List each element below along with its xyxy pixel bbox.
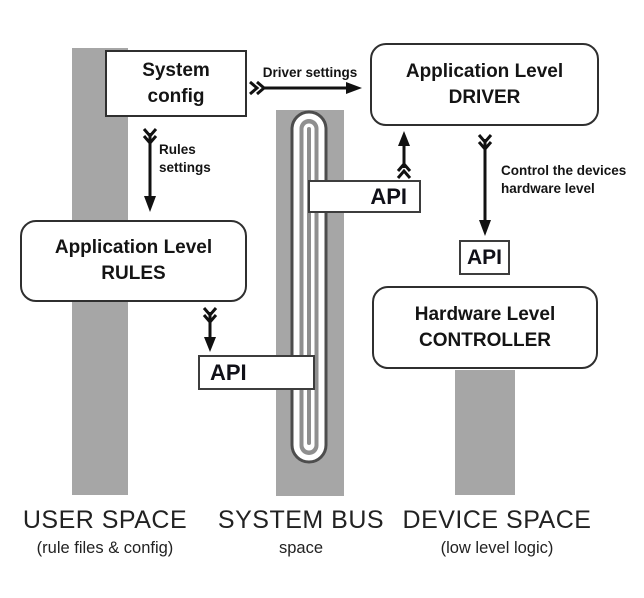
api-box-driver-controller <box>459 240 510 275</box>
device-space-bar <box>455 370 515 495</box>
device-space-label <box>402 506 592 559</box>
rules-settings-label <box>159 141 211 177</box>
driver-line2: DRIVER <box>448 86 521 108</box>
user-space-subtitle: (rule files & config) <box>36 539 174 557</box>
controller-line1: Hardware Level <box>414 303 556 325</box>
api-label: API <box>210 359 247 385</box>
system-config-line1: System <box>142 59 210 81</box>
arrow-rules-to-api <box>204 308 216 352</box>
api-box-user-bus <box>198 355 315 390</box>
arrow-driver-to-api <box>479 135 491 236</box>
arrow-api-to-driver <box>398 131 410 178</box>
system-bus-subtitle: space <box>278 539 324 557</box>
control-line2: hardware level <box>501 181 595 196</box>
control-devices-label <box>501 162 626 198</box>
system-bus-bar <box>276 110 344 496</box>
system-config-box <box>105 50 247 117</box>
driver-settings-label: Driver settings <box>262 65 358 80</box>
api-label: API <box>370 183 407 209</box>
application-level-driver-box <box>370 43 599 126</box>
system-bus-label <box>206 506 396 559</box>
application-level-rules-box <box>20 220 247 302</box>
driver-line1: Application Level <box>405 60 564 82</box>
rules-line2: RULES <box>101 263 166 284</box>
rules-settings-line1: Rules <box>159 142 196 157</box>
control-line1: Control the devices <box>501 163 627 178</box>
api-label: API <box>466 245 502 269</box>
user-space-title: USER SPACE <box>22 506 188 534</box>
device-space-subtitle: (low level logic) <box>440 539 554 557</box>
device-space-title: DEVICE SPACE <box>402 506 592 534</box>
arrow-rules-settings <box>144 129 156 212</box>
user-space-label <box>10 506 200 559</box>
rules-settings-line2: settings <box>159 160 211 175</box>
hardware-level-controller-box <box>372 286 598 369</box>
system-bus-title: SYSTEM BUS <box>217 506 385 534</box>
system-config-line2: config <box>147 85 205 107</box>
controller-line2: CONTROLLER <box>419 329 551 351</box>
rules-line1: Application Level <box>54 237 213 258</box>
api-box-bus-driver <box>308 180 421 213</box>
arrow-driver-settings <box>250 82 362 94</box>
